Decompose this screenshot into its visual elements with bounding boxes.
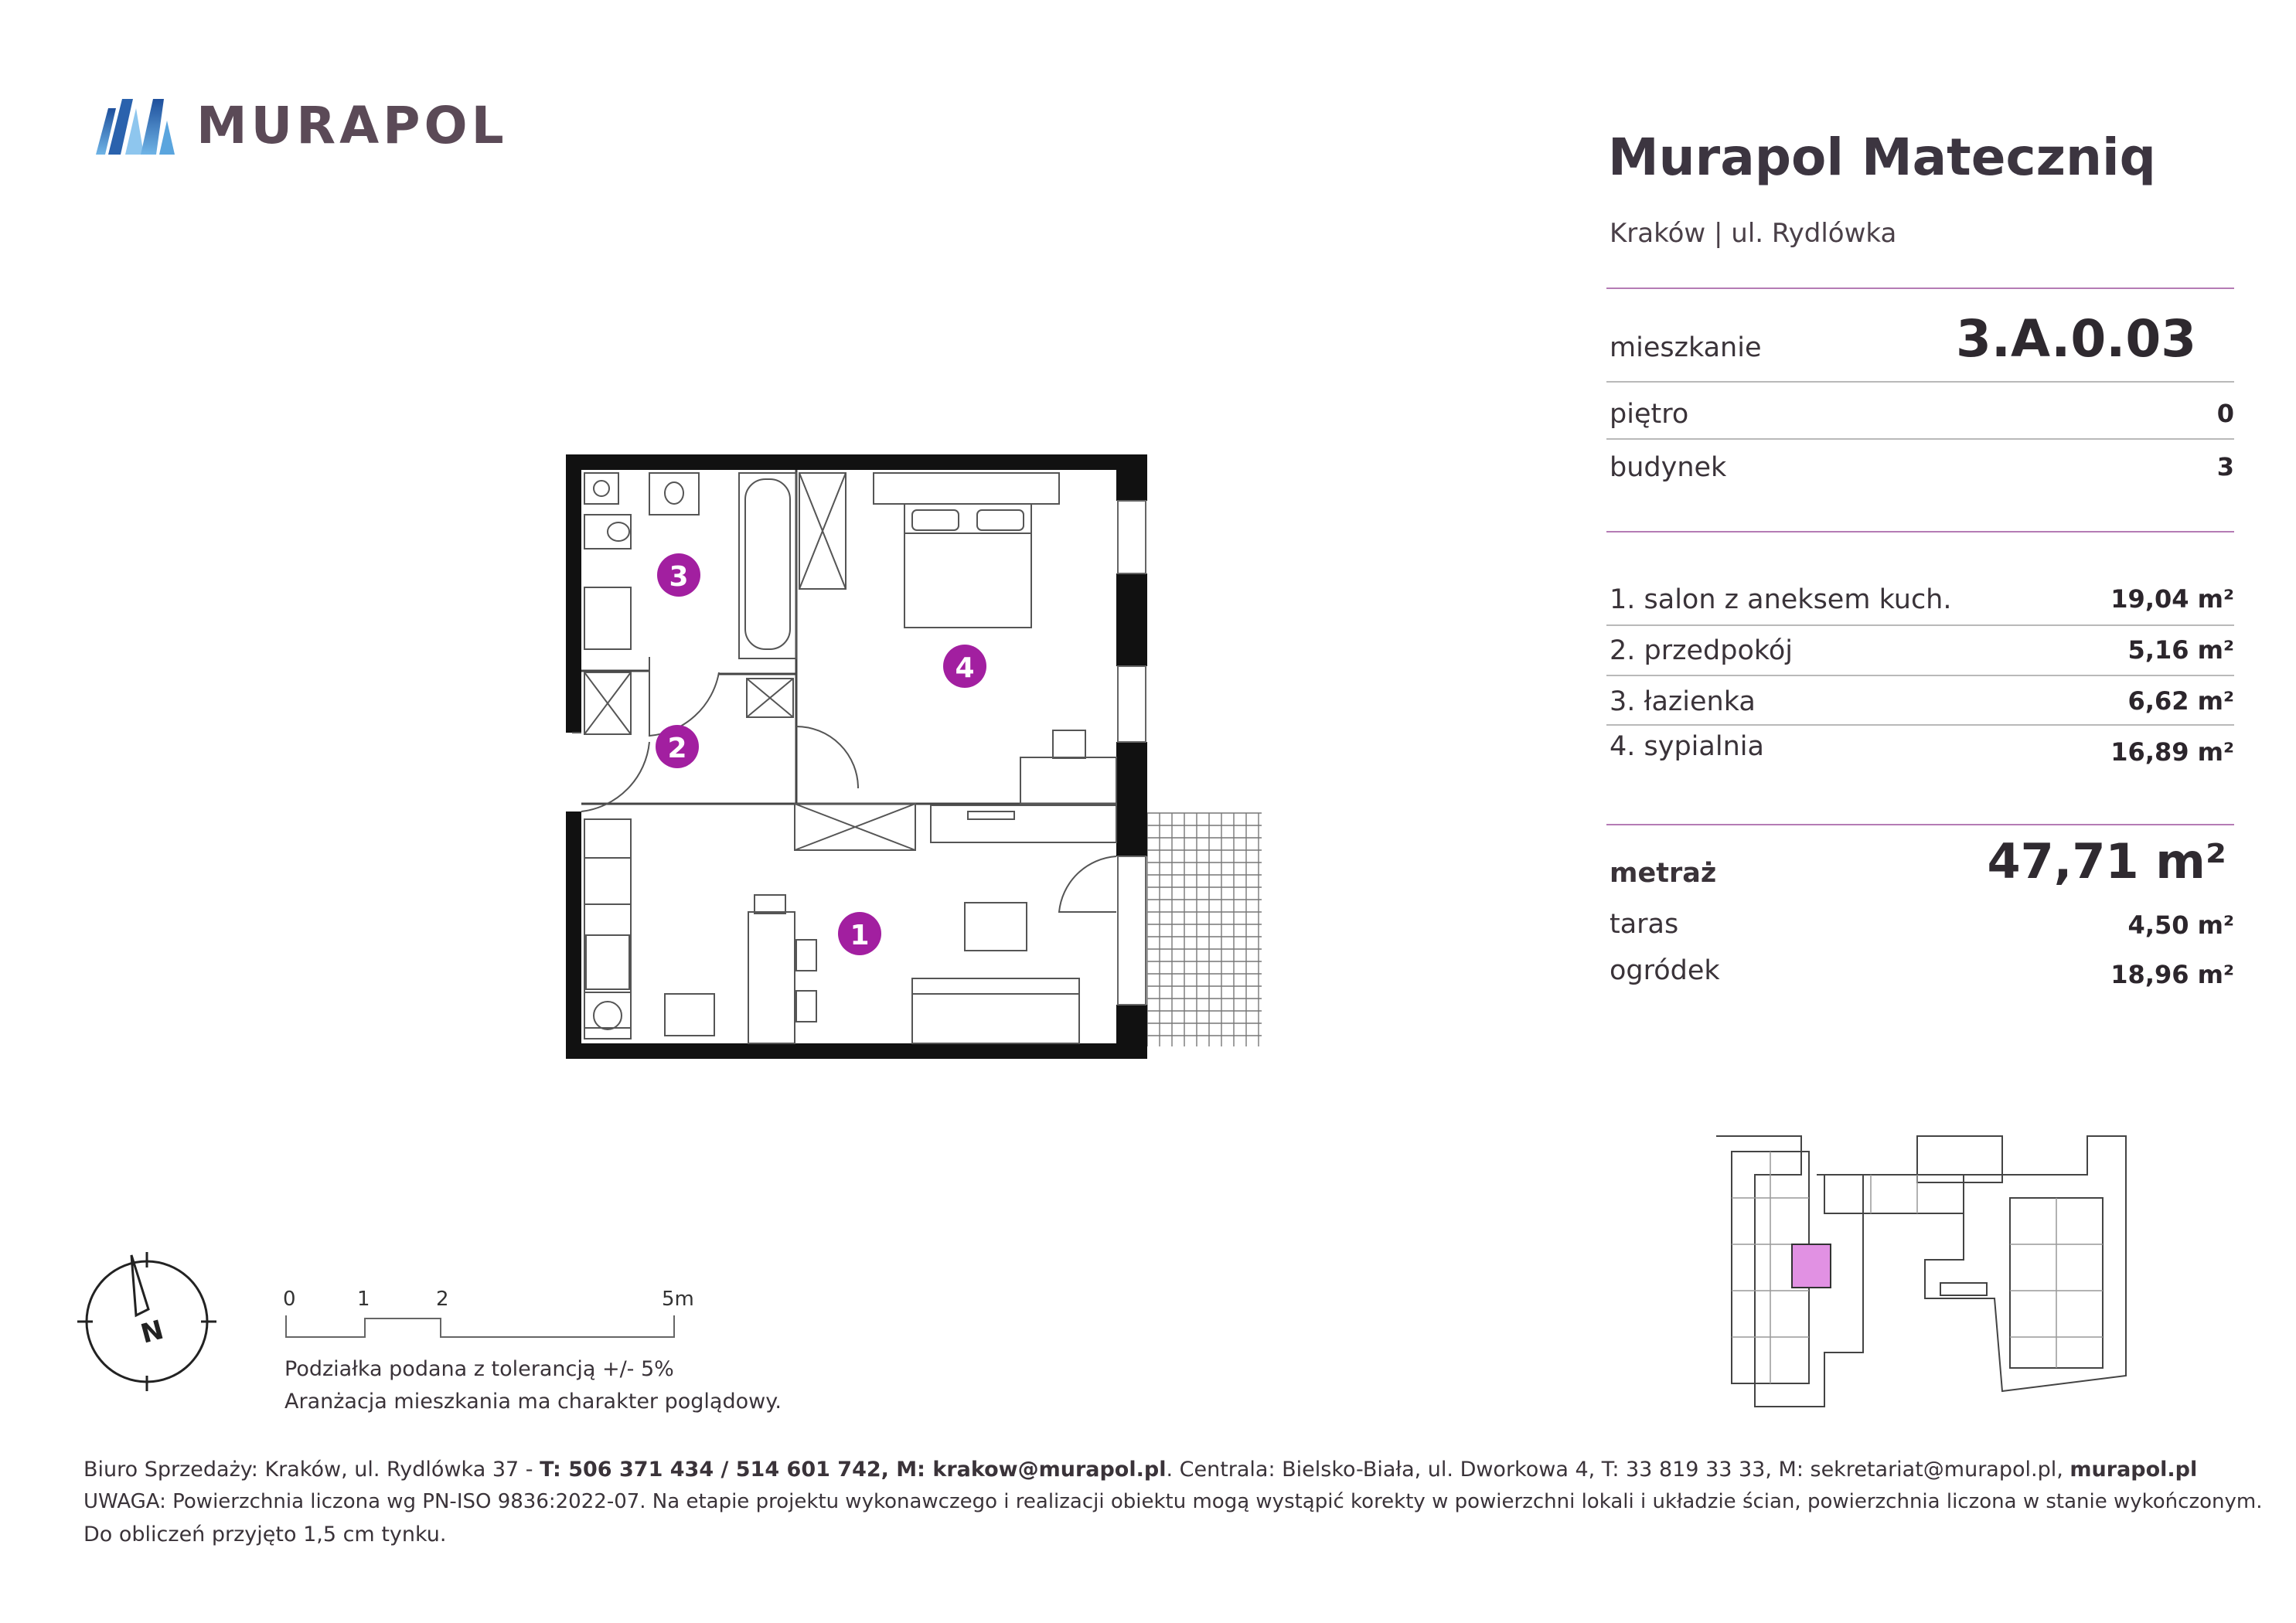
unit-highlight	[1792, 1244, 1831, 1288]
room-name: 3. łazienka	[1610, 686, 1756, 717]
terrace-value: 4,50 m²	[2127, 910, 2234, 940]
divider	[1606, 624, 2234, 626]
scale-tick: 2	[436, 1288, 449, 1311]
arrangement-note: Aranżacja mieszkania ma charakter poglądowy.	[284, 1390, 782, 1414]
bathroom-fixtures	[584, 473, 846, 734]
room-name: 1. salon z aneksem kuch.	[1610, 584, 1952, 615]
footer-headquarters: . Centrala: Bielsko-Biała, ul. Dworkowa 4, T: 33 819 33 33, M: sekretariat@murapol.pl,	[1166, 1458, 2070, 1482]
murapol-logo	[94, 96, 508, 158]
total-area-label: metraż	[1610, 858, 1717, 889]
room-marker-2: 2	[667, 733, 687, 764]
scale-bar	[284, 1314, 686, 1345]
divider	[1606, 288, 2234, 289]
divider	[1606, 724, 2234, 726]
doors	[572, 657, 1116, 912]
garden-grid	[1147, 813, 1262, 1046]
divider	[1606, 381, 2234, 383]
floor-plan	[557, 448, 1268, 1067]
divider	[1606, 824, 2234, 825]
room-name: 2. przedpokój	[1610, 635, 1794, 666]
room-area: 5,16 m²	[2127, 635, 2234, 665]
brand-name: MURAPOL	[196, 96, 508, 155]
garden-label: ogródek	[1610, 955, 1720, 986]
divider	[1606, 675, 2234, 676]
compass-label: N	[137, 1314, 167, 1350]
footer-plaster-note: Do obliczeń przyjęto 1,5 cm tynku.	[83, 1523, 447, 1546]
footer-disclaimer: UWAGA: Powierzchnia liczona wg PN-ISO 9836:2022-07. Na etapie projektu wykonawczego i realizacji obiektu mogą wystąpić korekty w powierzchni lokali i układzie ścian, powierzchnia liczona w stanie wykończonym.	[83, 1490, 2263, 1513]
scale-tick: 1	[357, 1288, 370, 1311]
tolerance-note: Podziałka podana z tolerancją +/- 5%	[284, 1357, 674, 1381]
floor-value: 0	[2216, 399, 2234, 428]
room-marker-3: 3	[669, 561, 689, 593]
bedroom-furniture	[874, 473, 1116, 804]
project-title: Murapol Mateczniq	[1608, 128, 2156, 187]
floor-label: piętro	[1610, 399, 1689, 430]
building-key-plan	[1708, 1128, 2141, 1422]
room-marker-4: 4	[955, 652, 975, 684]
logo-mark-icon	[94, 97, 175, 155]
footer-contact	[83, 1458, 2197, 1482]
room-marker-1: 1	[850, 920, 870, 951]
room-markers	[656, 553, 986, 955]
garden-value: 18,96 m²	[2110, 960, 2234, 989]
scale-tick: 0	[283, 1288, 296, 1311]
building-value: 3	[2216, 452, 2234, 481]
room-name: 4. sypialnia	[1610, 731, 1764, 762]
footer-phones: T: 506 371 434 / 514 601 742, M: krakow@murapol.pl	[540, 1458, 1167, 1482]
unit-label: mieszkanie	[1610, 332, 1762, 363]
room-area: 19,04 m²	[2110, 584, 2234, 614]
building-label: budynek	[1610, 452, 1727, 483]
compass-icon	[70, 1244, 224, 1399]
unit-code: 3.A.0.03	[1956, 309, 2197, 369]
footer-website-link[interactable]: murapol.pl	[2069, 1458, 2198, 1482]
project-location: Kraków | ul. Rydlówka	[1610, 218, 1897, 249]
footer-office: Biuro Sprzedaży: Kraków, ul. Rydlówka 37 -	[83, 1458, 540, 1482]
terrace-label: taras	[1610, 909, 1679, 940]
room-area: 6,62 m²	[2127, 686, 2234, 716]
divider	[1606, 438, 2234, 440]
divider	[1606, 531, 2234, 532]
scale-tick: 5m	[662, 1288, 694, 1311]
total-area-value: 47,71 m²	[1987, 833, 2226, 890]
room-area: 16,89 m²	[2110, 737, 2234, 767]
